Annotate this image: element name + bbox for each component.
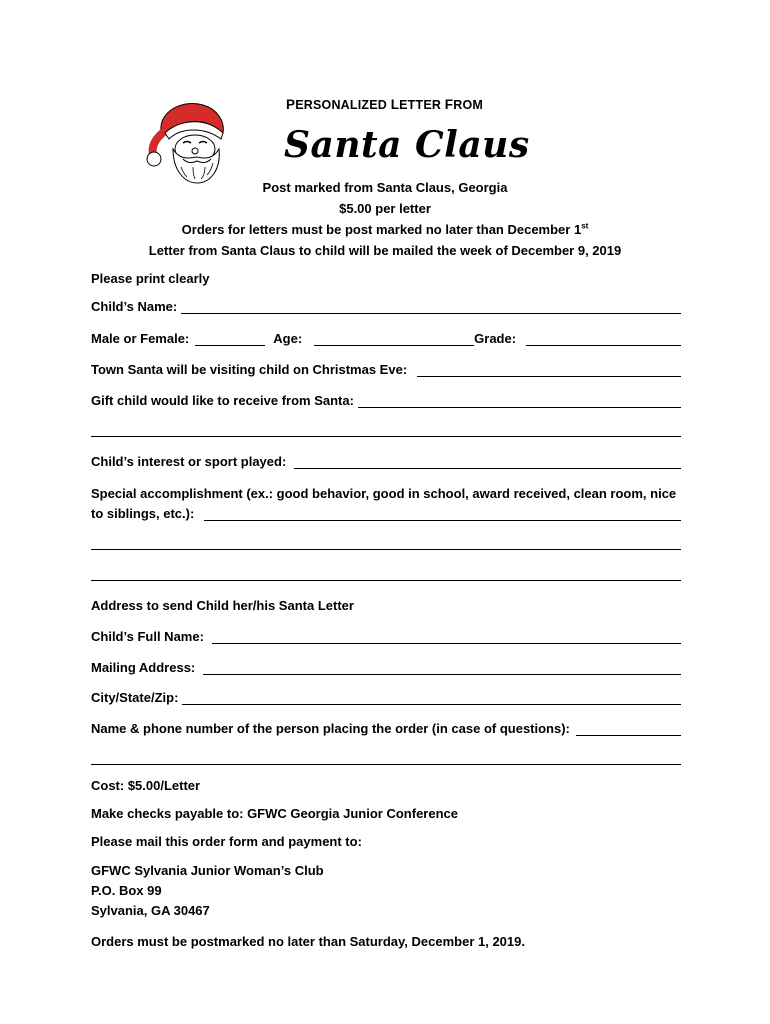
mail-instruction-line: Please mail this order form and payment to: bbox=[91, 834, 362, 849]
childs-name-field[interactable] bbox=[91, 299, 681, 314]
childs-name-label: Child’s Name: bbox=[91, 299, 178, 314]
age-line[interactable] bbox=[314, 333, 474, 346]
accomplishment-field[interactable] bbox=[91, 506, 681, 521]
mailing-week-line: Letter from Santa Claus to child will be mailed the week of December 9, 2019 bbox=[148, 243, 622, 258]
gift-label: Gift child would like to receive from Santa: bbox=[91, 393, 354, 408]
town-line[interactable] bbox=[417, 364, 681, 377]
cost-line: Cost: $5.00/Letter bbox=[91, 778, 201, 793]
full-name-label: Child’s Full Name: bbox=[91, 629, 204, 644]
mailing-address-label: Mailing Address: bbox=[91, 660, 196, 675]
print-clearly-instruction: Please print clearly bbox=[91, 271, 210, 286]
accomplishment-label: Special accomplishment (ex.: good behavior, good in school, award received, clean room, nice bbox=[91, 486, 677, 501]
gift-field[interactable] bbox=[91, 393, 681, 408]
gender-line[interactable] bbox=[195, 333, 265, 346]
gender-label: Male or Female: bbox=[91, 331, 190, 346]
address-section-heading: Address to send Child her/his Santa Letter bbox=[91, 598, 354, 613]
gift-continuation-line[interactable] bbox=[91, 436, 681, 437]
city-state-zip-line[interactable] bbox=[182, 692, 681, 705]
interest-field[interactable] bbox=[91, 454, 681, 469]
accomplishment-line[interactable] bbox=[204, 508, 681, 521]
mailing-address-field[interactable] bbox=[91, 660, 681, 675]
checks-payable-line: Make checks payable to: GFWC Georgia Junior Conference bbox=[91, 806, 458, 821]
order-placer-continuation-line[interactable] bbox=[91, 764, 681, 765]
full-name-field[interactable] bbox=[91, 629, 681, 644]
address-line-2: P.O. Box 99 bbox=[91, 883, 162, 898]
town-label: Town Santa will be visiting child on Christmas Eve: bbox=[91, 362, 408, 377]
city-state-zip-field[interactable] bbox=[91, 690, 681, 705]
accomplishment-continuation-line-2[interactable] bbox=[91, 580, 681, 581]
address-line-1: GFWC Sylvania Junior Woman’s Club bbox=[91, 863, 324, 878]
interest-line[interactable] bbox=[294, 456, 681, 469]
mailing-address-line[interactable] bbox=[203, 662, 681, 675]
order-placer-line[interactable] bbox=[576, 723, 681, 736]
grade-label: Grade: bbox=[474, 331, 517, 346]
interest-label: Child’s interest or sport played: bbox=[91, 454, 287, 469]
personalized-letter-heading: PERSONALIZED LETTER FROM bbox=[286, 97, 484, 112]
childs-name-line[interactable] bbox=[181, 301, 681, 314]
full-name-line[interactable] bbox=[212, 631, 681, 644]
gift-line[interactable] bbox=[358, 395, 681, 408]
order-placer-field[interactable] bbox=[91, 721, 681, 736]
grade-line[interactable] bbox=[526, 333, 681, 346]
price-line: $5.00 per letter bbox=[339, 201, 431, 216]
postmark-deadline-note: Orders must be postmarked no later than Saturday, December 1, 2019. bbox=[91, 934, 525, 949]
town-field[interactable] bbox=[91, 362, 681, 377]
order-deadline-line: Orders for letters must be post marked no later than December 1st bbox=[181, 221, 589, 237]
accomplishment-continuation-line-1[interactable] bbox=[91, 549, 681, 550]
accomplishment-label-continued: to siblings, etc.): bbox=[91, 506, 195, 521]
gender-age-grade-row bbox=[91, 331, 681, 346]
city-state-zip-label: City/State/Zip: bbox=[91, 690, 179, 705]
address-line-3: Sylvania, GA 30467 bbox=[91, 903, 210, 918]
postmark-line: Post marked from Santa Claus, Georgia bbox=[262, 180, 508, 195]
page-title: Santa Claus bbox=[284, 124, 530, 166]
order-placer-label: Name & phone number of the person placing the order (in case of questions): bbox=[91, 721, 570, 736]
santa-head-illustration bbox=[143, 97, 235, 185]
age-label: Age: bbox=[273, 331, 303, 346]
